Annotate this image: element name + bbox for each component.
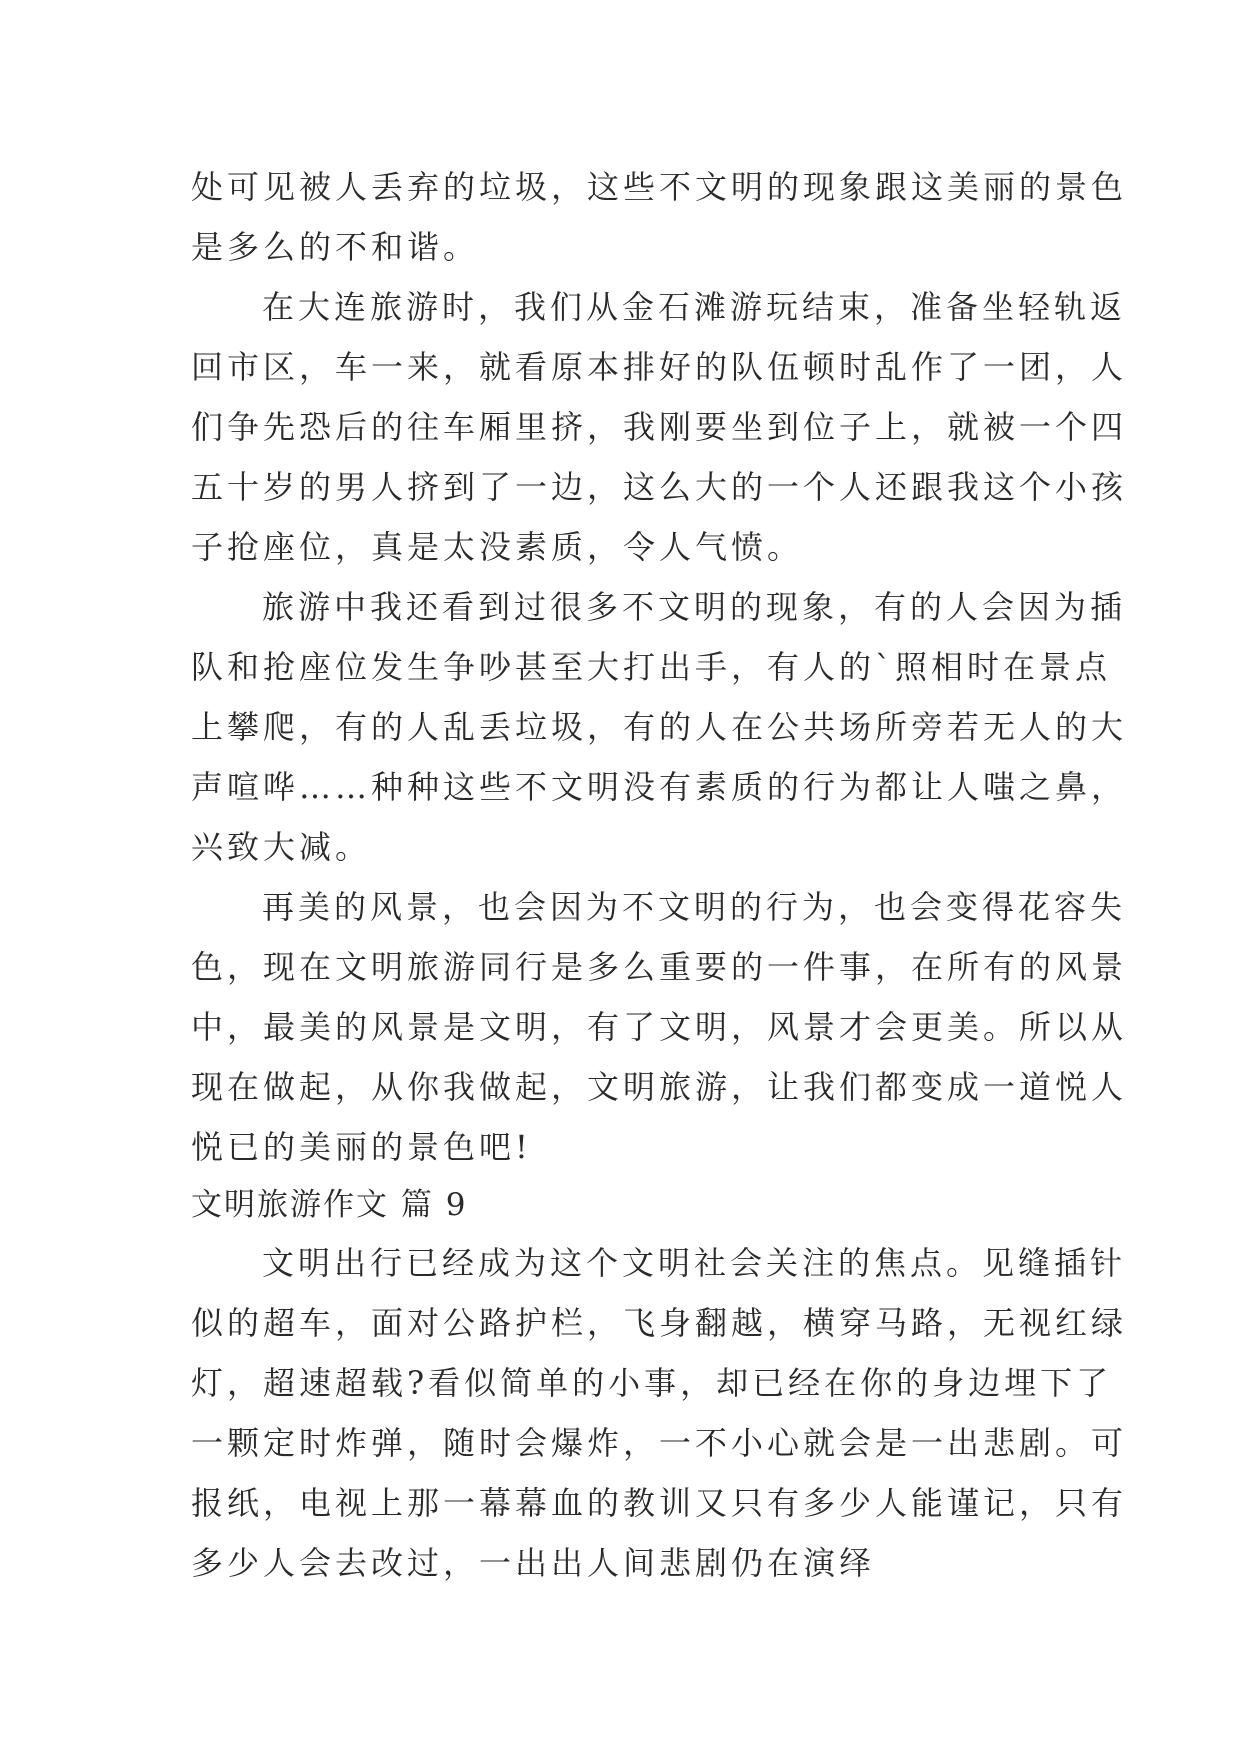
paragraph-5 — [191, 1233, 1128, 1593]
text-line: 悦已的美丽的景色吧! — [191, 1128, 532, 1166]
text-line: 声喧哗……种种这些不文明没有素质的行为都让人嗤之鼻， — [191, 768, 1128, 806]
paragraph-1 — [191, 157, 1128, 277]
text-line: 上攀爬，有的人乱丢垃圾，有的人在公共场所旁若无人的大 — [191, 708, 1128, 746]
text-line: 一颗定时炸弹，随时会爆炸，一不小心就会是一出悲剧。可 — [191, 1424, 1128, 1462]
text-line: 现在做起，从你我做起，文明旅游，让我们都变成一道悦人 — [191, 1068, 1128, 1106]
text-line: 多少人会去改过，一出出人间悲剧仍在演绎 — [191, 1544, 876, 1582]
paragraph-2 — [191, 277, 1128, 577]
text-line: 们争先恐后的往车厢里挤，我刚要坐到位子上，就被一个四 — [191, 408, 1128, 446]
paragraph-4 — [191, 877, 1128, 1177]
text-line: 中，最美的风景是文明，有了文明，风景才会更美。所以从 — [191, 1008, 1128, 1046]
text-line: 在大连旅游时，我们从金石滩游玩结束，准备坐轻轨返 — [262, 288, 1127, 326]
text-line: 子抢座位，真是太没素质，令人气愤。 — [191, 528, 804, 566]
text-line: 回市区，车一来，就看原本排好的队伍顿时乱作了一团，人 — [191, 348, 1128, 386]
paragraph-3 — [191, 577, 1128, 877]
text-line: 兴致大减。 — [191, 828, 372, 866]
text-line: 再美的风景，也会因为不文明的行为，也会变得花容失 — [262, 888, 1127, 926]
text-line: 报纸，电视上那一幕幕血的教训又只有多少人能谨记，只有 — [191, 1484, 1128, 1522]
section-heading: 文明旅游作文 篇 9 — [191, 1187, 468, 1223]
text-line: 似的超车，面对公路护栏，飞身翻越，横穿马路，无视红绿 — [191, 1304, 1128, 1342]
text-line: 队和抢座位发生争吵甚至大打出手，有人的`照相时在景点 — [191, 648, 1112, 686]
text-line: 五十岁的男人挤到了一边，这么大的一个人还跟我这个小孩 — [191, 468, 1128, 506]
text-line: 文明出行已经成为这个文明社会关注的焦点。见缝插针 — [262, 1244, 1127, 1282]
text-line: 是多么的不和谐。 — [191, 228, 480, 266]
text-line: 旅游中我还看到过很多不文明的现象，有的人会因为插 — [262, 588, 1127, 626]
text-line: 灯，超速超载?看似简单的小事，却已经在你的身边埋下了 — [191, 1364, 1113, 1402]
text-line: 处可见被人丢弃的垃圾，这些不文明的现象跟这美丽的景色 — [191, 168, 1128, 206]
text-line: 色，现在文明旅游同行是多么重要的一件事，在所有的风景 — [191, 948, 1128, 986]
document-body — [191, 157, 1128, 1593]
